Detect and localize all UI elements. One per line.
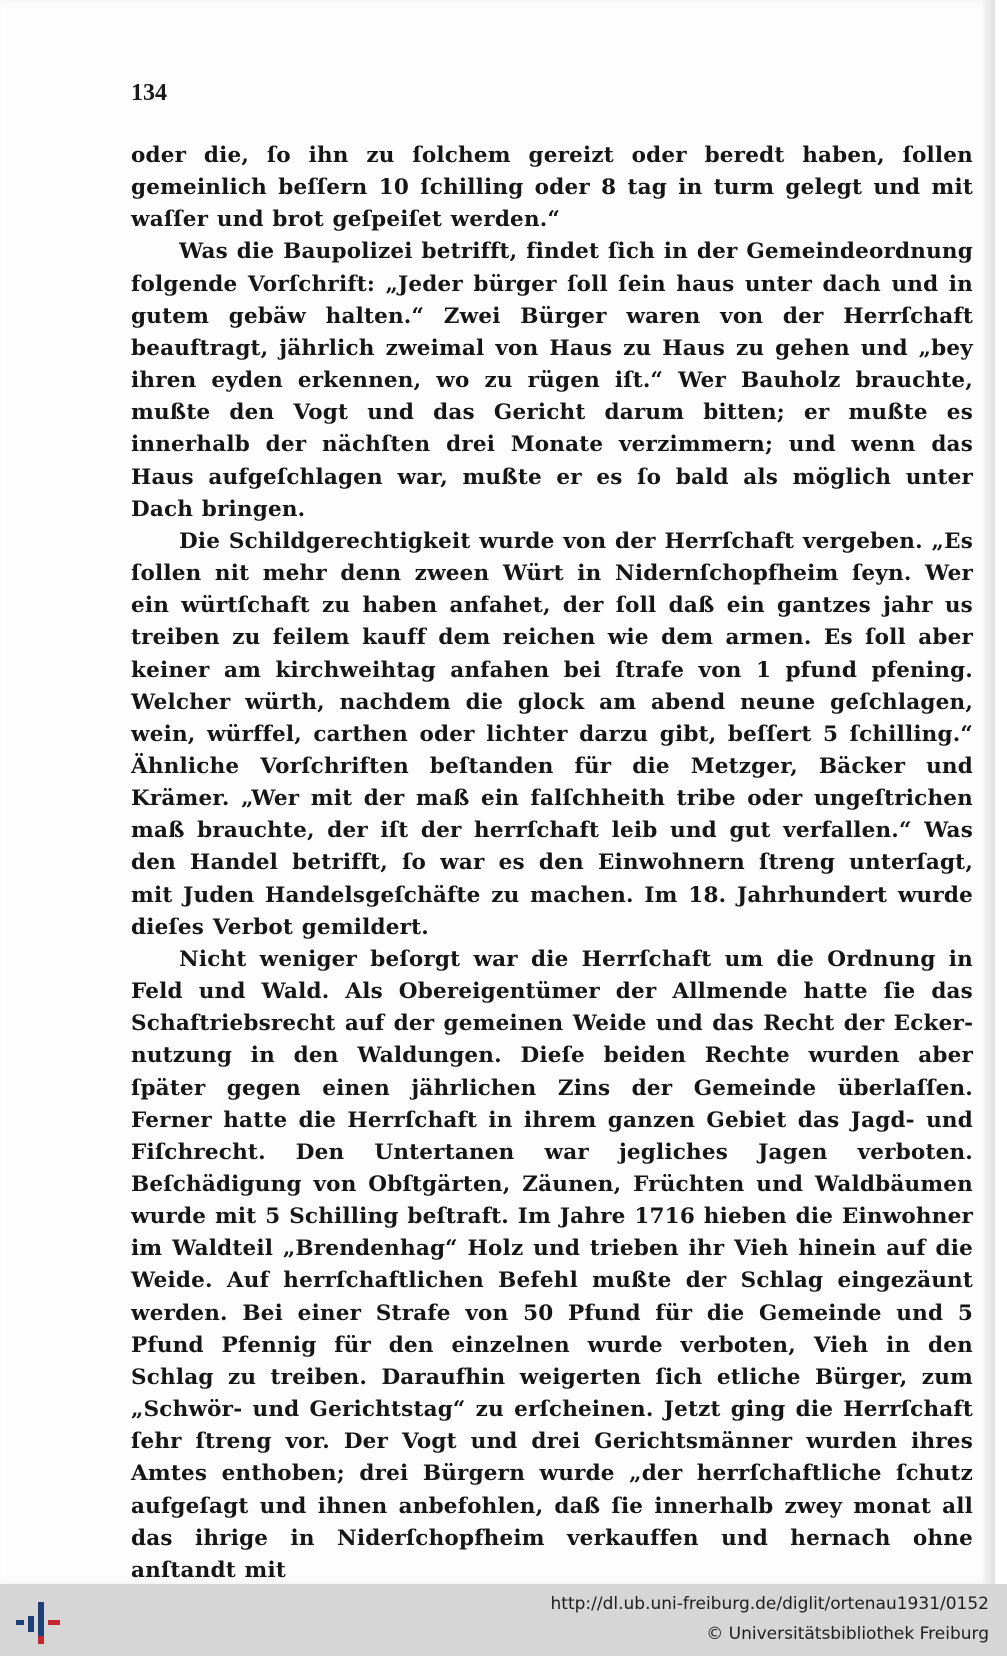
document-url-link[interactable]: http://dl.ub.uni-freiburg.de/diglit/ortenau1931/0152 bbox=[550, 1594, 989, 1614]
paragraph-2: Was die Baupolizei betrifft, findet ſich in der Gemeindeordnung folgende Vorſchrift: „Jeder bürger ſoll ſein haus unter dach und in gutem gebäw halten.“ Zwei Bürger waren von der Herrſchaft beauftragt, jährlich zweimal von Haus zu Haus zu gehen und „bey ihren eyden erkennen, wo zu rügen iſt.“ Wer Bauholz brauchte, mußte den Vogt und das Gericht darum bitten; er mußte es innerhalb der nächſten drei Monate verzimmern; und wenn das Haus aufgeſchlagen war, mußte er es ſo bald als möglich unter Dach bringen. bbox=[131, 239, 973, 522]
library-logo-icon bbox=[14, 1600, 62, 1644]
paragraph-4: Nicht weniger beſorgt war die Herrſchaft um die Ordnung in Feld und Wald. Als Obereigentümer der Allmende hatte ſie das Schaftriebsrecht auf der gemeinen Weide und das Recht der Eckernutzung in den Waldungen. Dieſe beiden Rechte wurden aber ſpäter gegen einen jährlichen Zins der Gemeinde überlaſſen. Ferner hatte die Herrſchaft in ihrem ganzen Gebiet das Jagd- und Fiſchrecht. Den Untertanen war jegliches Jagen verboten. Beſchädigung von Obſtgärten, Zäunen, Früchten und Waldbäumen wurde mit 5 Schilling beſtraft. Im Jahre 1716 hieben die Einwohner im Waldteil „Brendenhag“ Holz und trieben ihr Vieh hinein auf die Weide. Auf herrſchaftlichen Befehl mußte der Schlag eingezäunt werden. Bei einer Strafe von 50 Pfund für die Gemeinde und 5 Pfund Pfennig für den einzelnen wurde verboten, Vieh in den Schlag zu treiben. Daraufhin weigerten ſich etliche Bürger, zum „Schwör- und Gerichtstag“ zu erſcheinen. Jetzt ging die Herrſchaft ſehr ſtreng vor. Der Vogt und drei Gerichtsmänner wurden ihres Amtes enthoben; drei Bürgern wurde „der herrſchaftliche ſchutz aufgeſagt und ihnen anbefohlen, daß ſie innerhalb zwey monat all das ihrige in Niderſchopfheim verkauffen und hernach ohne anſtandt mit bbox=[131, 946, 973, 1583]
page-edge-shadow bbox=[983, 0, 995, 1584]
copyright-notice: © Universitätsbibliothek Freiburg bbox=[706, 1624, 989, 1644]
paragraph-1: oder die, ſo ihn zu ſolchem gereizt oder beredt haben, ſollen gemeinlich beſſern 10 ſchilling oder 8 tag in turm gelegt und mit waſſer und brot geſpeiſet werden.“ bbox=[131, 143, 973, 233]
viewer-footer bbox=[0, 1584, 1007, 1656]
body-text bbox=[131, 140, 973, 1584]
page-number: 134 bbox=[131, 80, 167, 106]
paragraph-3: Die Schildgerechtigkeit wurde von der Herrſchaft vergeben. „Es ſollen nit mehr denn zween Würt in Nidernſchopfheim ſeyn. Wer ein würtſchaft zu haben anfahet, der ſoll daß ein gantzes jahr us treiben zu feilem kauff dem reichen wie dem armen. Es ſoll aber keiner am kirchweihtag anfahen bei ſtrafe von 1 pfund pfening. Welcher würth, nachdem die glock am abend neune geſchlagen, wein, würffel, carthen oder lichter darzu gibt, beſſert 5 ſchilling.“ Ähnliche Vorſchriften beſtanden für die Metzger, Bäcker und Krämer. „Wer mit der maß ein falſchheith tribe oder ungeſtrichen maß brauchte, der iſt der herrſchaft leib und gut verfallen.“ Was den Handel betrifft, ſo war es den Einwohnern ſtreng unterſagt, mit Juden Handelsgeſchäfte zu machen. Im 18. Jahrhundert wurde dieſes Verbot gemildert. bbox=[131, 528, 973, 940]
